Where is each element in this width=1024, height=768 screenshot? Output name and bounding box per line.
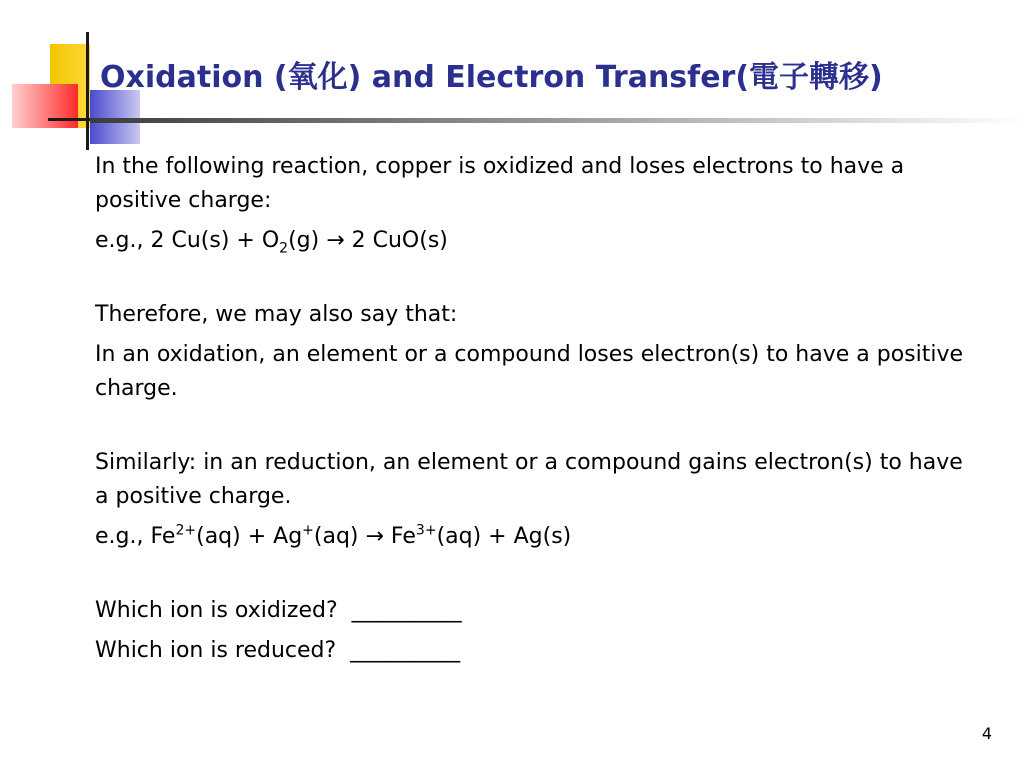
slide-title: Oxidation (氧化) and Electron Transfer(電子轉移) <box>100 60 883 95</box>
equation-copper-suffix: 2 CuO(s) <box>344 228 448 253</box>
paragraph-oxidation-definition: In an oxidation, an element or a compound loses electron(s) to have a positive charge. <box>95 342 964 401</box>
decorative-red-square <box>12 84 78 128</box>
question-reduced: Which ion is reduced? __________ <box>95 638 461 663</box>
equation-iron-part2: (aq) + Ag <box>196 524 303 549</box>
question-oxidized: Which ion is oxidized? __________ <box>95 598 462 623</box>
page-number: 4 <box>981 724 992 743</box>
paragraph-reduction-definition: Similarly: in an reduction, an element or a compound gains electron(s) to have a positive charge. <box>95 450 963 509</box>
equation-iron-part3: (aq) <box>313 524 366 549</box>
equation-iron-silver <box>95 520 975 554</box>
paragraph-therefore: Therefore, we may also say that: <box>95 302 458 327</box>
slide-body <box>95 150 975 674</box>
equation-copper <box>95 224 975 258</box>
equation-iron-part4: Fe <box>383 524 416 549</box>
spacer <box>95 560 975 594</box>
equation-copper-subscript: 2 <box>279 240 289 257</box>
equation-iron3-charge: 3+ <box>415 522 437 539</box>
equation-silver-charge: + <box>302 522 314 539</box>
equation-iron-charge: 2+ <box>175 522 197 539</box>
title-underline <box>90 118 1024 123</box>
spacer <box>95 264 975 298</box>
decorative-blue-square <box>90 90 140 144</box>
equation-iron-part5: (aq) + Ag(s) <box>436 524 572 549</box>
paragraph-copper-oxidation: In the following reaction, copper is oxidized and loses electrons to have a positive charge: <box>95 154 905 213</box>
equation-iron-prefix: e.g., Fe <box>95 524 176 549</box>
spacer <box>95 412 975 446</box>
equation-copper-prefix: e.g., 2 Cu(s) + O <box>95 228 280 253</box>
decorative-vertical-line <box>86 32 89 150</box>
equation-copper-mid: (g) <box>288 228 327 253</box>
reaction-arrow-icon: → <box>326 228 345 253</box>
reaction-arrow-icon: → <box>365 524 384 549</box>
